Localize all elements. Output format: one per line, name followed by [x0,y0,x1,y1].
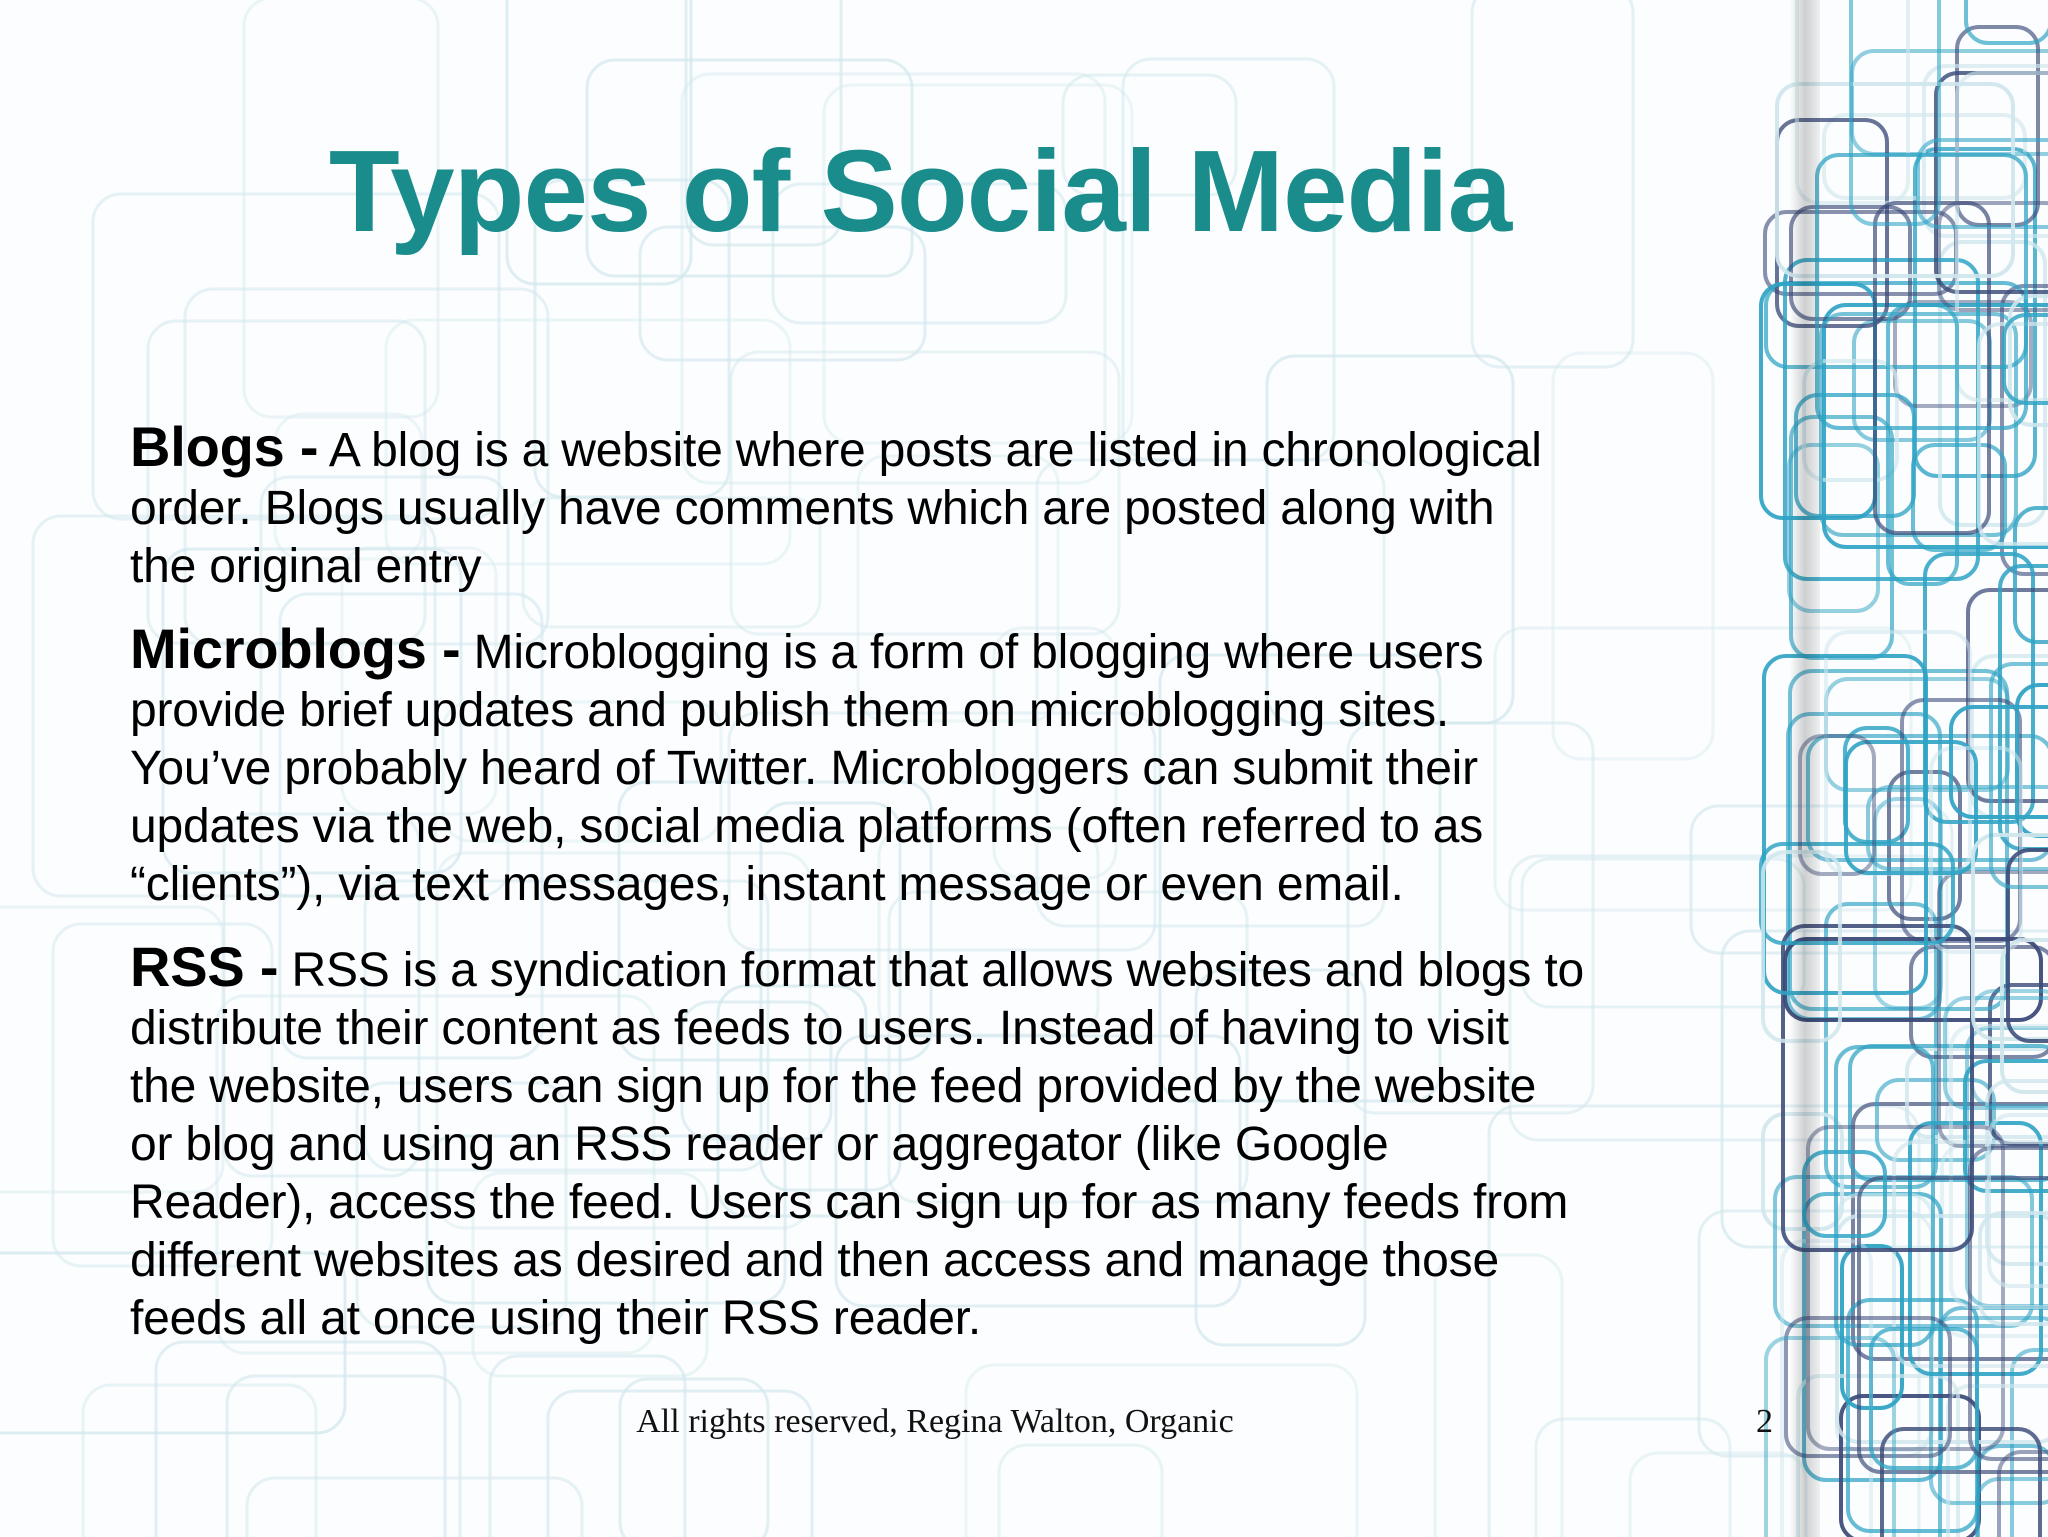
entry-text-line: distribute their content as feeds to users. Instead of having to visit [130,1002,1509,1055]
slide-body [130,415,1790,1372]
entry-text-line: order. Blogs usually have comments which are posted along with [130,482,1495,535]
entry-text-line: “clients”), via text messages, instant message or even email. [130,858,1404,911]
entry-microblogs [130,617,1790,914]
entry-rss [130,935,1790,1348]
entry-blogs [130,415,1790,596]
side-pattern-shape [1821,314,2016,535]
pattern-shape [999,1445,1162,1537]
entry-text-line: the website, users can sign up for the feed provided by the website [130,1060,1537,1113]
pattern-shape [1630,1453,1806,1537]
entry-text-line: the original entry [130,540,482,593]
slide-title: Types of Social Media [328,126,1512,256]
entry-text-line: provide brief updates and publish them on microblogging sites. [130,684,1450,737]
term-microblogs: Microblogs - [130,617,461,680]
page-number: 2 [1756,1403,1773,1440]
pattern-shape [490,1356,685,1537]
entry-text-line: You’ve probably heard of Twitter. Microbloggers can submit their [130,742,1478,795]
entry-text-line: updates via the web, social media platforms (often referred to as [130,800,1484,853]
entry-text-line: Reader), access the feed. Users can sign up for as many feeds from [130,1176,1569,1229]
entry-text-line: RSS is a syndication format that allows websites and blogs to [291,944,1584,997]
entry-text-line: different websites as desired and then access and manage those [130,1234,1499,1287]
entry-text-line: Microblogging is a form of blogging where users [473,626,1484,679]
footer-copyright: All rights reserved, Regina Walton, Organic [636,1403,1234,1440]
entry-text-line: feeds all at once using their RSS reader. [130,1292,981,1345]
entry-text-line: or blog and using an RSS reader or aggregator (like Google [130,1118,1389,1171]
term-rss: RSS - [130,935,279,998]
entry-text-line: A blog is a website where posts are listed in chronological [328,424,1542,477]
pattern-shape [1123,59,1334,460]
pattern-shape [247,1478,582,1537]
term-blogs: Blogs - [130,415,319,478]
